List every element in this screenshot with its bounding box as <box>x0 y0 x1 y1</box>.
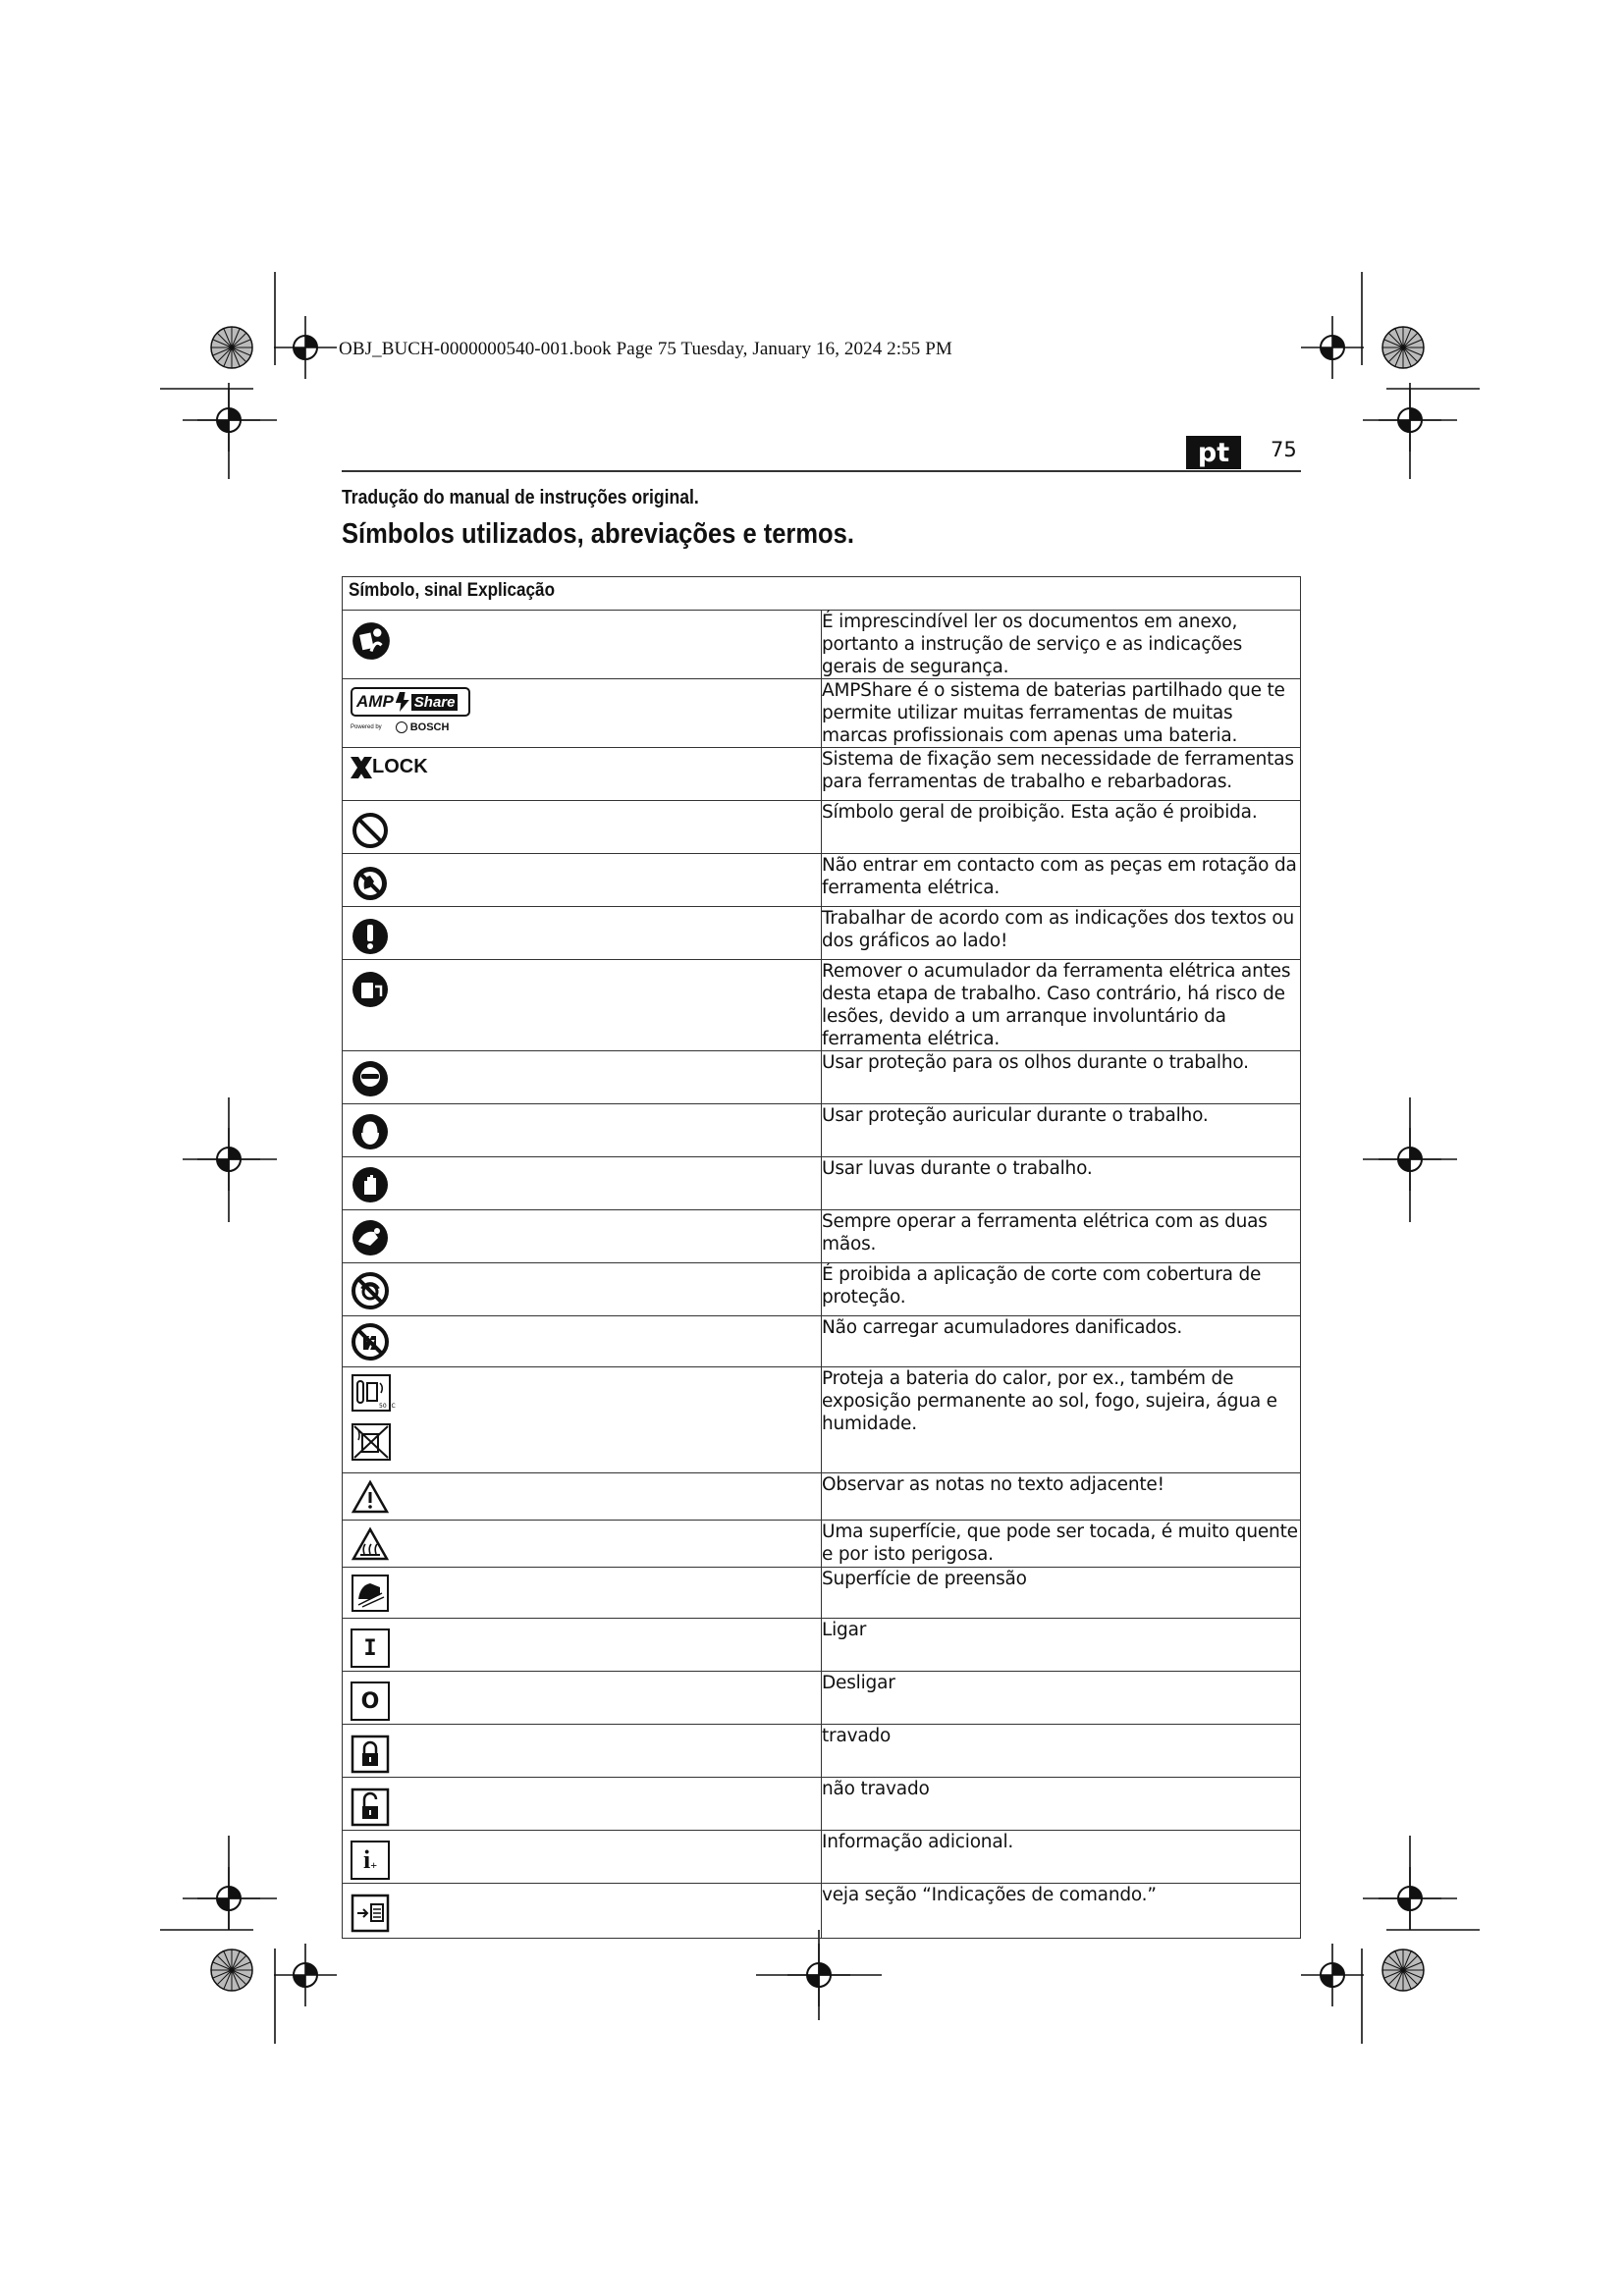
read-manual-icon <box>351 620 392 662</box>
table-row <box>343 1568 1301 1619</box>
remove-battery-icon <box>351 970 390 1009</box>
symbols-table <box>342 576 1301 1939</box>
no-charging-damaged-battery-icon <box>351 1322 390 1362</box>
table-row <box>343 801 1301 854</box>
gloves-icon <box>351 1165 390 1204</box>
power-on-icon: I <box>351 1629 390 1668</box>
page-number: 75 <box>1271 438 1297 461</box>
xlock-logo-x-icon <box>351 757 372 778</box>
table-row <box>343 611 1301 679</box>
table-row <box>343 960 1301 1051</box>
table-row <box>343 1263 1301 1316</box>
ampshare-logo-powered: Powered by <box>351 724 382 730</box>
table-row <box>343 1367 1301 1473</box>
table-row <box>343 1210 1301 1263</box>
subtitle: Tradução do manual de instruções original. <box>342 487 699 508</box>
explanation: veja seção “Indicações de comando.” <box>822 1884 1301 1939</box>
explanation: Não carregar acumuladores danificados. <box>822 1316 1301 1367</box>
header-rule <box>342 470 1301 472</box>
explanation: AMPShare é o sistema de baterias partilhado que te permite utilizar muitas ferramentas de muitas marcas profissionais com apenas uma bateria. <box>822 679 1301 748</box>
table-row <box>343 1157 1301 1210</box>
temperature-label: 50 °C <box>379 1403 396 1410</box>
ampshare-logo-amp: AMP <box>356 692 394 711</box>
no-cutting-with-guard-icon <box>351 1271 390 1310</box>
locked-icon <box>351 1735 390 1774</box>
table-row <box>343 1619 1301 1672</box>
ear-protection-icon <box>351 1112 390 1151</box>
table-row <box>343 1831 1301 1884</box>
hot-surface-icon <box>351 1526 390 1562</box>
table-row <box>343 1316 1301 1367</box>
table-row <box>343 748 1301 801</box>
explanation: É proibida a aplicação de corte com cobertura de proteção. <box>822 1263 1301 1316</box>
table-row <box>343 1521 1301 1568</box>
explanation: Usar proteção para os olhos durante o trabalho. <box>822 1051 1301 1104</box>
explanation: Sistema de fixação sem necessidade de ferramentas para ferramentas de trabalho e rebarbadoras. <box>822 748 1301 801</box>
bosch-logo: BOSCH <box>396 721 450 733</box>
explanation: Usar proteção auricular durante o trabalho. <box>822 1104 1301 1157</box>
xlock-logo: LOCK <box>351 756 428 778</box>
table-row <box>343 907 1301 960</box>
explanation: Trabalhar de acordo com as indicações dos textos ou dos gráficos ao lado! <box>822 907 1301 960</box>
explanation: Superfície de preensão <box>822 1568 1301 1619</box>
explanation: travado <box>822 1725 1301 1778</box>
print-info: OBJ_BUCH-0000000540-001.book Page 75 Tuesday, January 16, 2024 2:55 PM <box>339 339 952 359</box>
see-section-icon <box>351 1894 390 1933</box>
table-row <box>343 1672 1301 1725</box>
grip-surface-icon <box>351 1574 390 1613</box>
table-row <box>343 1051 1301 1104</box>
ampshare-logo-plug-icon <box>396 692 409 712</box>
table-header: Símbolo, sinal Explicação <box>343 577 1301 611</box>
table-row <box>343 1104 1301 1157</box>
unlocked-icon <box>351 1788 390 1827</box>
power-off-icon: O <box>351 1682 390 1721</box>
explanation: Sempre operar a ferramenta elétrica com as duas mãos. <box>822 1210 1301 1263</box>
info-icon: i + <box>351 1841 390 1880</box>
table-row <box>343 1725 1301 1778</box>
two-hands-icon <box>351 1218 390 1257</box>
explanation: Usar luvas durante o trabalho. <box>822 1157 1301 1210</box>
table-row <box>343 854 1301 907</box>
ampshare-logo-share: Share <box>411 694 459 711</box>
explanation: Observar as notas no texto adjacente! <box>822 1473 1301 1521</box>
explanation: É imprescindível ler os documentos em anexo, portanto a instrução de serviço e as indicações gerais de segurança. <box>822 611 1301 679</box>
battery-heat-protection-icon <box>351 1373 394 1413</box>
explanation: Desligar <box>822 1672 1301 1725</box>
table-row <box>343 679 1301 748</box>
no-water-fire-battery-icon <box>351 1422 394 1462</box>
explanation: Proteja a bateria do calor, por ex., também de exposição permanente ao sol, fogo, sujeira, água e humidade. <box>822 1367 1301 1473</box>
exclamation-icon <box>351 917 390 956</box>
explanation: Símbolo geral de proibição. Esta ação é proibida. <box>822 801 1301 854</box>
explanation: Não entrar em contacto com as peças em rotação da ferramenta elétrica. <box>822 854 1301 907</box>
eye-protection-icon <box>351 1059 390 1098</box>
table-row <box>343 1473 1301 1521</box>
ampshare-logo <box>351 687 478 733</box>
table-row <box>343 1884 1301 1939</box>
explanation: Uma superfície, que pode ser tocada, é muito quente e por isto perigosa. <box>822 1521 1301 1568</box>
page-title: Símbolos utilizados, abreviações e termos. <box>342 518 854 550</box>
explanation: Remover o acumulador da ferramenta elétrica antes desta etapa de trabalho. Caso contrário, há risco de lesões, devido a um arranque involuntário da ferramenta elétrica. <box>822 960 1301 1051</box>
explanation: Informação adicional. <box>822 1831 1301 1884</box>
explanation: Ligar <box>822 1619 1301 1672</box>
table-row <box>343 1778 1301 1831</box>
no-touch-rotating-icon <box>351 864 390 903</box>
language-badge: pt <box>1186 436 1241 469</box>
prohibition-icon <box>351 811 390 850</box>
table-header-row <box>343 577 1301 611</box>
explanation: não travado <box>822 1778 1301 1831</box>
warning-triangle-icon <box>351 1479 390 1515</box>
